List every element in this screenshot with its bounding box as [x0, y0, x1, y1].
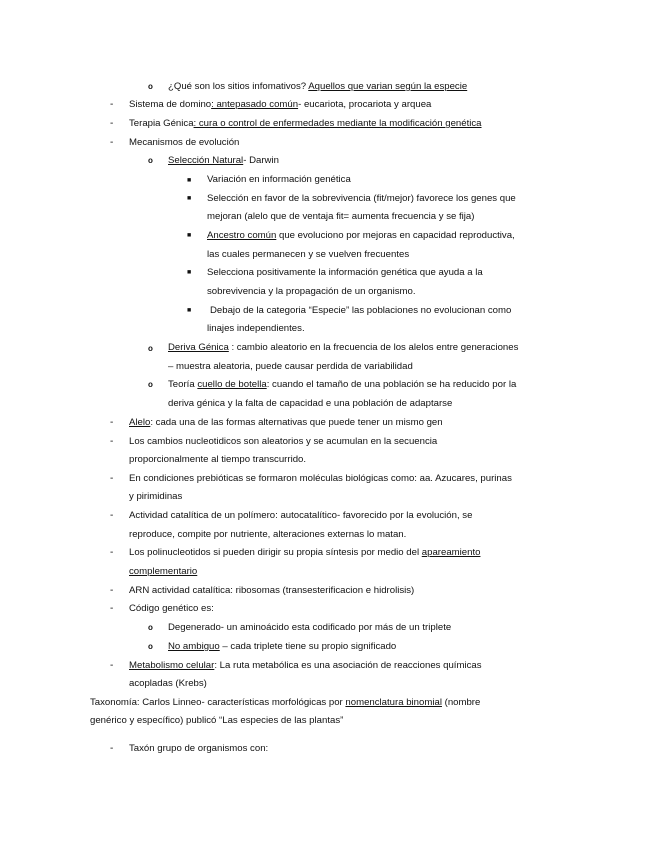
list-item: y pirimidinas — [129, 491, 183, 502]
dash-bullet: - — [110, 660, 114, 671]
list-item: Actividad catalítica de un polímero: autocatalítico- favorecido por la evolución, se — [129, 510, 473, 521]
list-item: sobrevivencia y la propagación de un organismo. — [207, 286, 416, 297]
list-item: Alelo: cada una de las formas alternativas que puede tener un mismo gen — [129, 417, 443, 428]
circle-bullet: o — [148, 380, 153, 389]
dash-bullet: - — [110, 547, 114, 558]
list-item: Metabolismo celular: La ruta metabólica es una asociación de reacciones químicas — [129, 660, 482, 671]
list-item: Los polinucleotidos si pueden dirigir su propia síntesis por medio del apareamiento — [129, 547, 481, 558]
square-bullet: ■ — [187, 177, 192, 184]
list-item: Teoría cuello de botella: cuando el tamaño de una población se ha reducido por la — [168, 379, 517, 390]
square-bullet: ■ — [187, 195, 192, 202]
dash-bullet: - — [110, 417, 114, 428]
list-item: ARN actividad catalítica: ribosomas (transesterificacion e hidrolisis) — [129, 585, 415, 596]
square-bullet: ■ — [187, 307, 192, 314]
list-item: mejoran (alelo que de ventaja fit= aumenta frecuencia y se fija) — [207, 211, 475, 222]
dash-bullet: - — [110, 99, 114, 110]
circle-bullet: o — [148, 156, 153, 165]
list-item: linajes independientes. — [207, 323, 305, 334]
list-item: – muestra aleatoria, puede causar perdida de variabilidad — [168, 361, 413, 372]
circle-bullet: o — [148, 642, 153, 651]
dash-bullet: - — [110, 743, 114, 754]
circle-bullet: o — [148, 344, 153, 353]
paragraph: genérico y específico) publicó “Las especies de las plantas” — [90, 715, 344, 726]
dash-bullet: - — [110, 510, 114, 521]
square-bullet: ■ — [187, 232, 192, 239]
list-item: Sistema de domino: antepasado común- eucariota, procariota y arquea — [129, 99, 432, 110]
list-item: Deriva Génica : cambio aleatorio en la frecuencia de los alelos entre generaciones — [168, 342, 519, 353]
list-item: Selecciona positivamente la información genética que ayuda a la — [207, 267, 483, 278]
list-item: Variación en información genética — [207, 174, 351, 185]
paragraph: Taxonomía: Carlos Linneo- características morfológicas por nomenclatura binomial (nombre — [90, 697, 481, 708]
list-item: reproduce, compite por nutriente, alteraciones externas lo matan. — [129, 529, 407, 540]
dash-bullet: - — [110, 603, 114, 614]
list-item: las cuales permanecen y se vuelven frecuentes — [207, 249, 410, 260]
circle-bullet: o — [148, 82, 153, 91]
circle-bullet: o — [148, 623, 153, 632]
list-item: proporcionalmente al tiempo transcurrido. — [129, 454, 307, 465]
list-item: Debajo de la categoria “Especie” las poblaciones no evolucionan como — [210, 305, 512, 316]
dash-bullet: - — [110, 436, 114, 447]
dash-bullet: - — [110, 137, 114, 148]
list-item: Selección Natural- Darwin — [168, 155, 279, 166]
list-item: complementario — [129, 566, 198, 577]
list-item: Taxón grupo de organismos con: — [129, 743, 269, 754]
list-item: ¿Qué son los sitios infomativos? Aquellos que varian según la especie — [168, 81, 468, 92]
list-item: acopladas (Krebs) — [129, 678, 207, 689]
list-item: Ancestro común que evoluciono por mejoras en capacidad reproductiva, — [207, 230, 515, 241]
list-item: deriva génica y la falta de capacidad e una población de adaptarse — [168, 398, 453, 409]
list-item: En condiciones prebióticas se formaron moléculas biológicas como: aa. Azucares, purinas — [129, 473, 512, 484]
list-item: Código genético es: — [129, 603, 214, 614]
dash-bullet: - — [110, 585, 114, 596]
list-item: Selección en favor de la sobrevivencia (fit/mejor) favorece los genes que — [207, 193, 516, 204]
dash-bullet: - — [110, 118, 114, 129]
list-item: Degenerado- un aminoácido esta codificado por más de un triplete — [168, 622, 452, 633]
list-item: Mecanismos de evolución — [129, 137, 240, 148]
square-bullet: ■ — [187, 269, 192, 276]
list-item: No ambiguo – cada triplete tiene su propio significado — [168, 641, 397, 652]
list-item: Terapia Génica: cura o control de enfermedades mediante la modificación genética — [129, 118, 482, 129]
list-item: Los cambios nucleotidicos son aleatorios y se acumulan en la secuencia — [129, 436, 438, 447]
dash-bullet: - — [110, 473, 114, 484]
